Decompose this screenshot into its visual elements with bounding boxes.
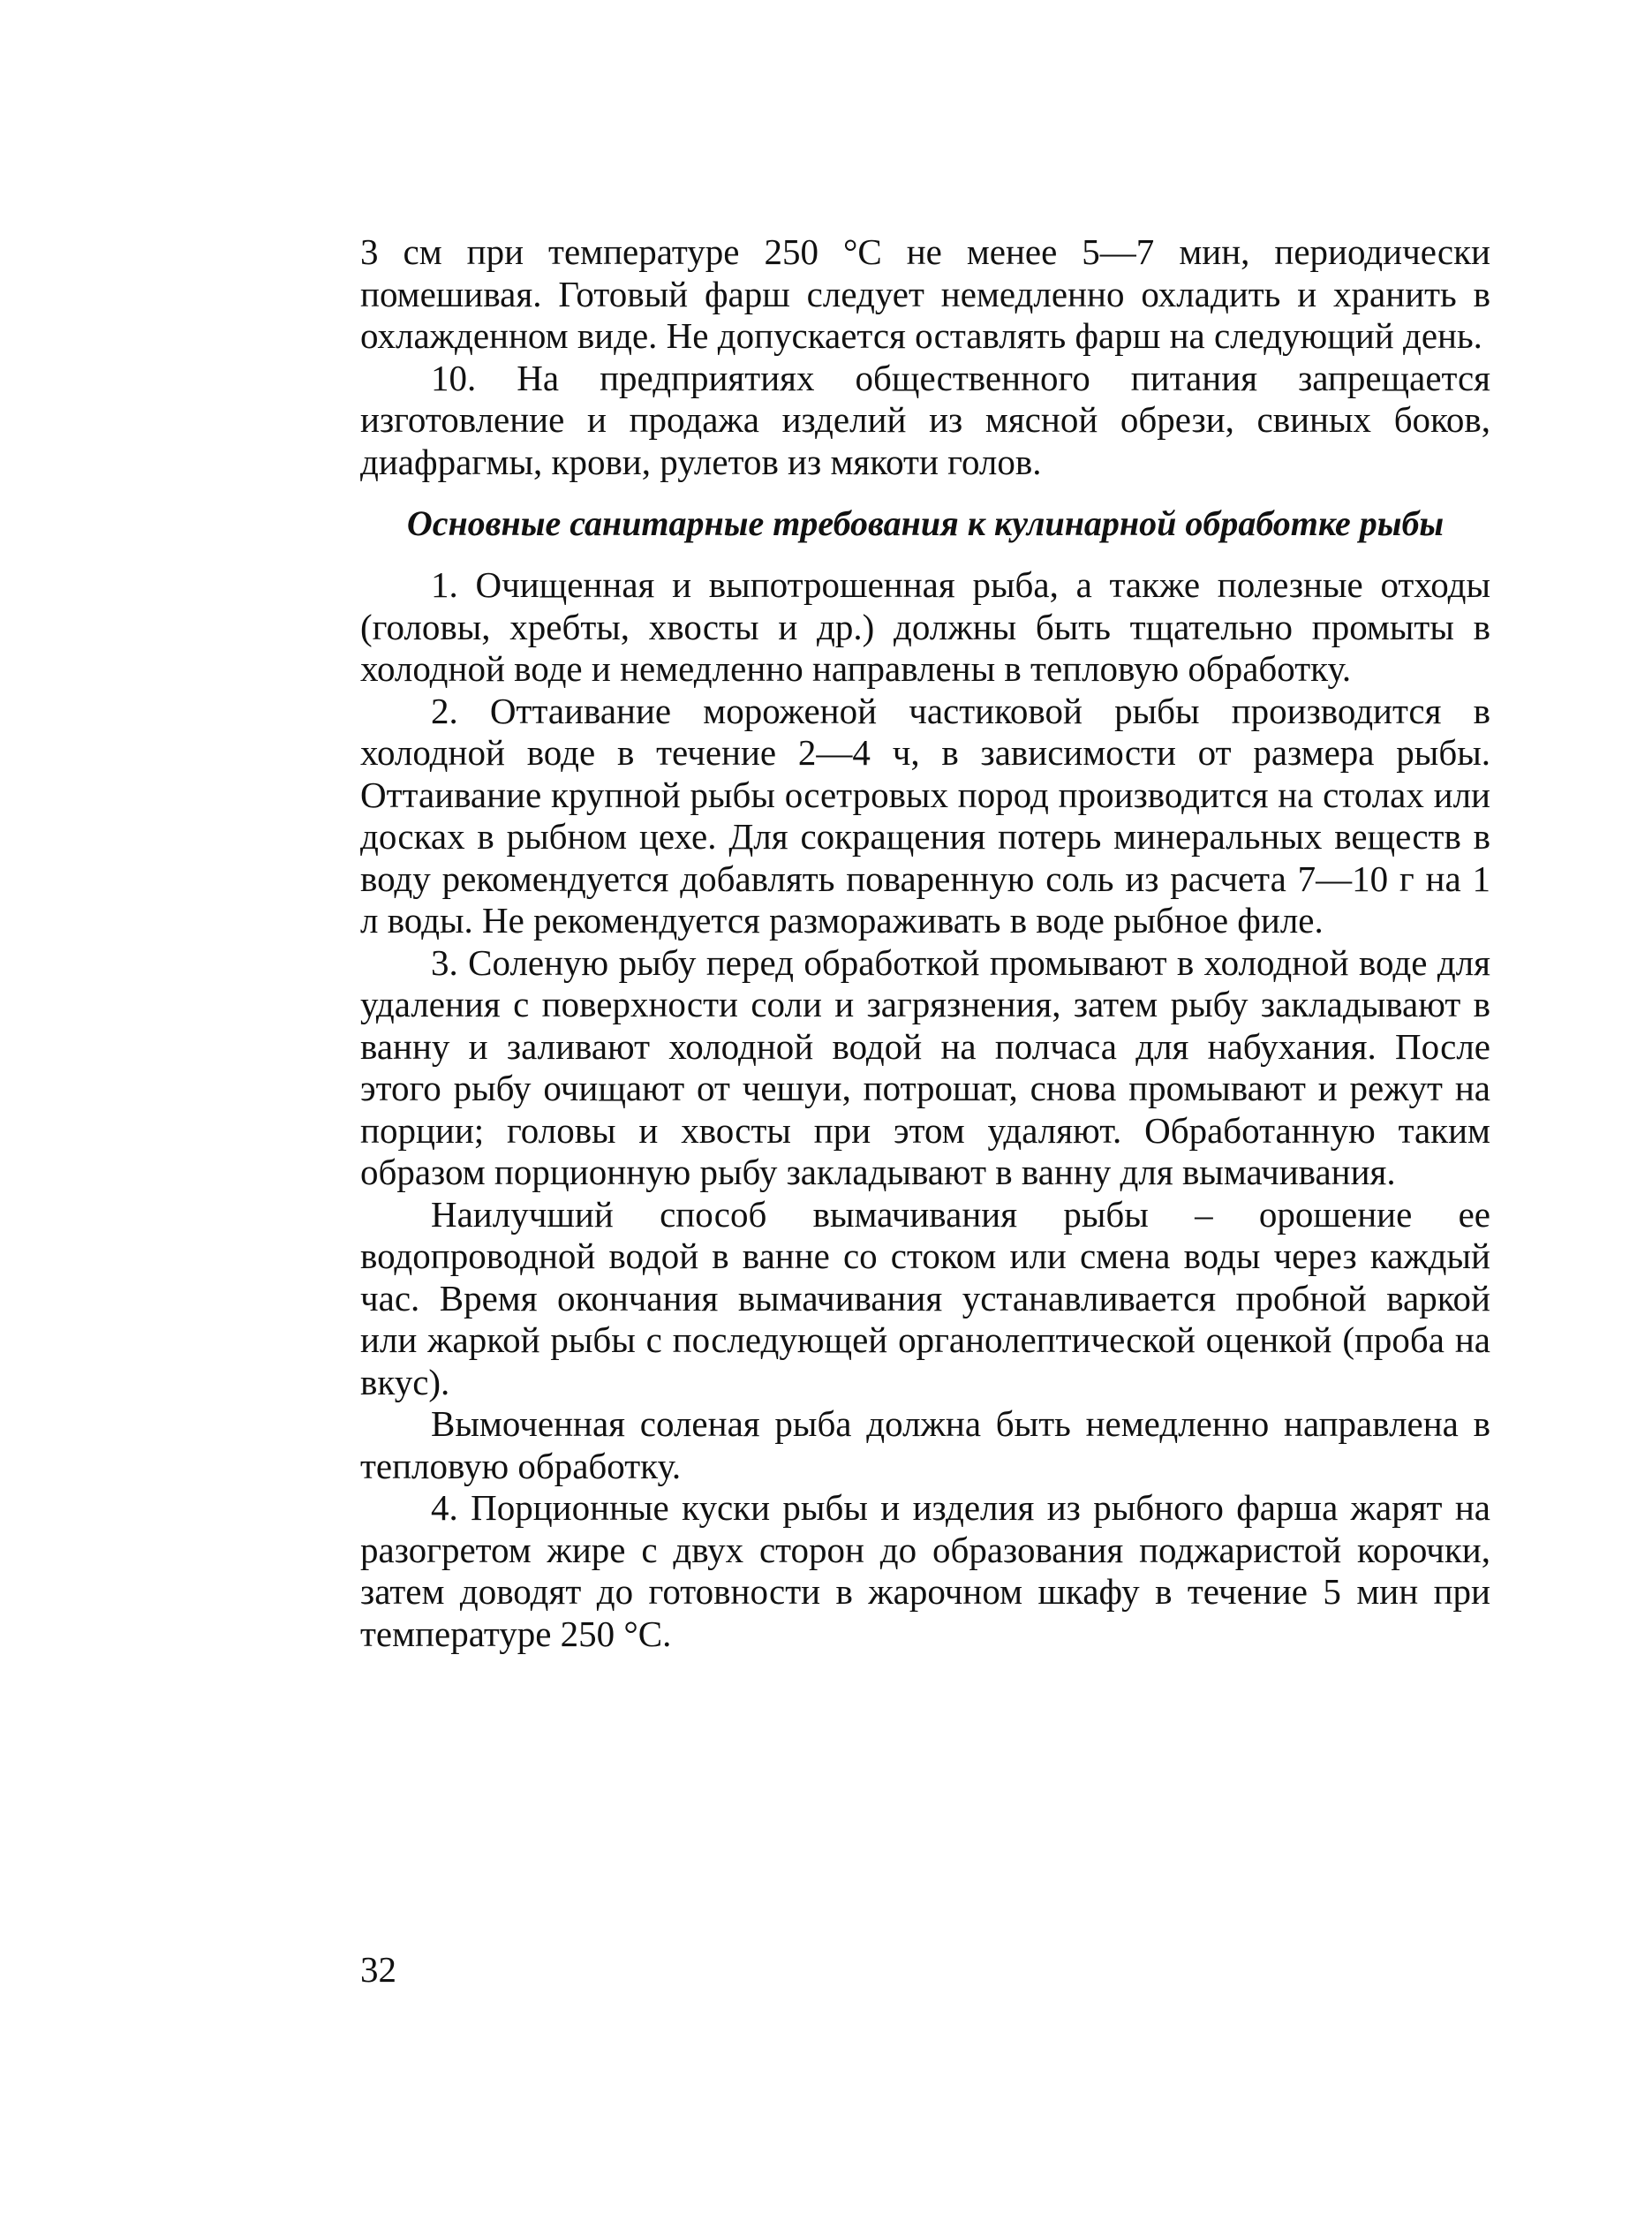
fish-item-3-paragraph: 3. Соленую рыбу перед обработкой промывают в холодной воде для удаления с поверхности соли и загрязнения, затем рыбу закладывают в ванну и заливают холодной водой на полчаса для набухания. После этого рыбу очищают от чешуи, потрошат, снова промывают и режут на порции; головы и хвосты при этом удаляют. Обработанную таким образом порционную рыбу закладывают в ванну для вымачивания.: [360, 941, 1490, 1192]
page-number: 32: [360, 1949, 396, 1990]
continuation-paragraph: 3 см при температуре 250 °C не менее 5—7 мин, периодически помешивая. Готовый фарш следует немедленно охладить и хранить в охлажденном виде. Не допускается оставлять фарш на следующий день.: [360, 231, 1490, 356]
section-heading: Основные санитарные требования к кулинарной обработке рыбы: [406, 503, 1445, 543]
soaking-method-paragraph: Наилучший способ вымачивания рыбы – орошение ее водопроводной водой в ванне со стоком или смена воды через каждый час. Время окончания вымачивания устанавливается пробной варкой или жаркой рыбы с последующей органолептической оценкой (проба на вкус).: [360, 1193, 1490, 1402]
fish-item-4-paragraph: 4. Порционные куски рыбы и изделия из рыбного фарша жарят на разогретом жире с двух сторон до образования поджаристой корочки, затем доводят до готовности в жарочном шкафу в течение 5 мин при температуре 250 °C.: [360, 1487, 1490, 1654]
item-10-paragraph: 10. На предприятиях общественного питания запрещается изготовление и продажа изделий из мясной обрези, свиных боков, диафрагмы, крови, рулетов из мякоти голов.: [360, 357, 1490, 482]
body-text: [360, 231, 1490, 1655]
soaked-fish-paragraph: Вымоченная соленая рыба должна быть немедленно направлена в тепловую обработку.: [360, 1403, 1490, 1486]
fish-item-1-paragraph: 1. Очищенная и выпотрошенная рыба, а также полезные отходы (головы, хребты, хвосты и др.) должны быть тщательно промыты в холодной воде и немедленно направлены в тепловую обработку.: [360, 564, 1490, 689]
fish-item-2-paragraph: 2. Оттаивание мороженой частиковой рыбы производится в холодной воде в течение 2—4 ч, в зависимости от размера рыбы. Оттаивание крупной рыбы осетровых пород производится на столах или досках в рыбном цехе. Для сокращения потерь минеральных веществ в воду рекомендуется добавлять поваренную соль из расчета 7—10 г на 1 л воды. Не рекомендуется размораживать в воде рыбное филе.: [360, 690, 1490, 941]
